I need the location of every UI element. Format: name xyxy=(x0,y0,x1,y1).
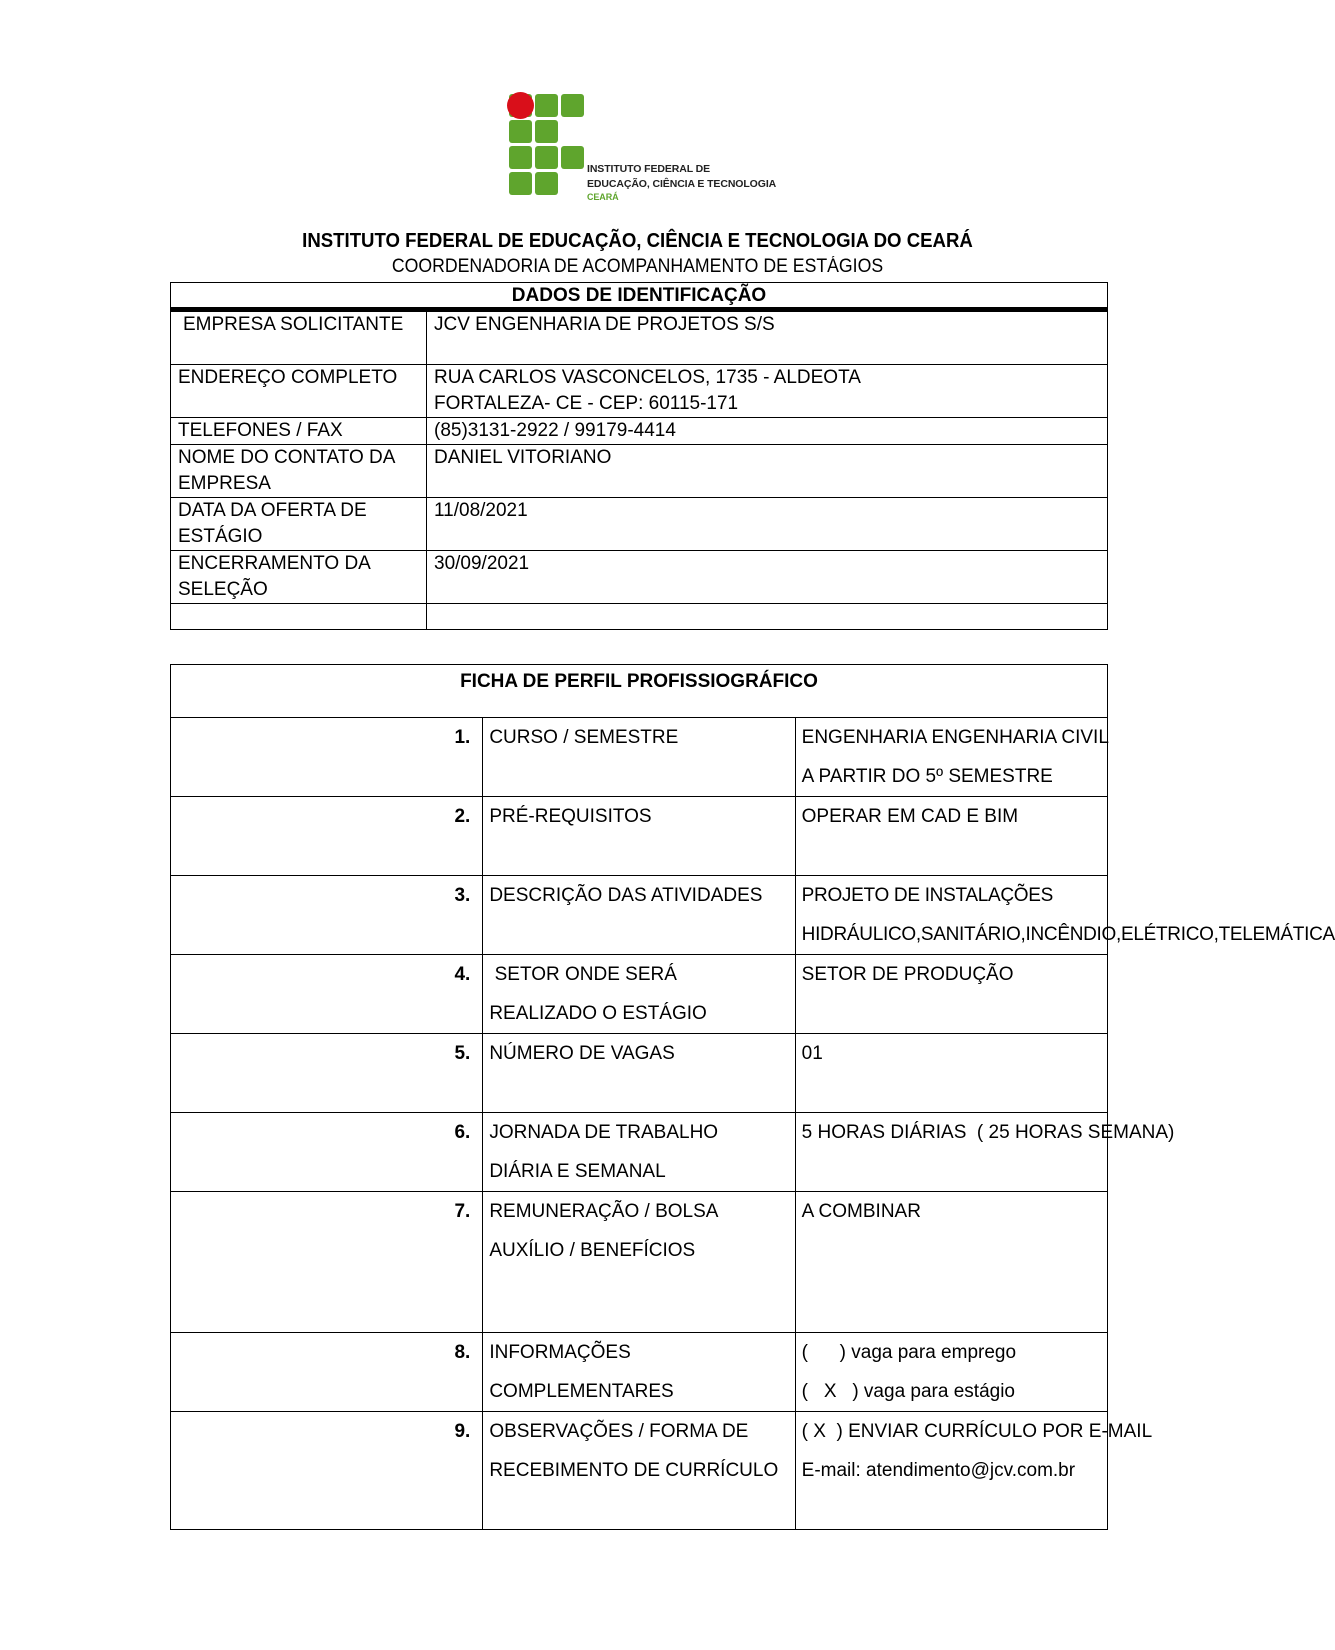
profile-value xyxy=(795,1113,1175,1192)
value-line: 01 xyxy=(801,1043,823,1064)
profile-label xyxy=(483,1034,795,1113)
profile-label xyxy=(483,718,795,797)
identification-label xyxy=(171,551,427,604)
identification-label xyxy=(171,445,427,498)
logo-text-line1: INSTITUTO FEDERAL DE xyxy=(587,163,711,175)
row-number: 9. xyxy=(171,1412,483,1530)
value-line: ( X ) vaga para estágio xyxy=(801,1381,1015,1402)
profile-row xyxy=(171,955,1108,1034)
logo-square xyxy=(509,146,532,169)
logo-square xyxy=(561,94,584,117)
identification-label xyxy=(171,498,427,551)
logo-square xyxy=(535,120,558,143)
identification-row xyxy=(171,312,1108,365)
profile-row xyxy=(171,1192,1108,1333)
value-line: HIDRÁULICO,SANITÁRIO,INCÊNDIO,ELÉTRICO,TELEMÁTICA xyxy=(801,924,1335,945)
label-line: ENDEREÇO COMPLETO xyxy=(178,367,398,388)
row-number: 1. xyxy=(171,718,483,797)
profile-label xyxy=(483,876,795,955)
profile-value xyxy=(795,1034,1107,1113)
label-line: DIÁRIA E SEMANAL xyxy=(489,1161,666,1182)
label-line: ESTÁGIO xyxy=(178,526,263,547)
label-line: JORNADA DE TRABALHO xyxy=(489,1122,719,1143)
profile-row xyxy=(171,1333,1108,1412)
value-line: SETOR DE PRODUÇÃO xyxy=(801,964,1014,985)
identification-row xyxy=(171,445,1108,498)
institute-title: INSTITUTO FEDERAL DE EDUCAÇÃO, CIÊNCIA E TECNOLOGIA DO CEARÁ xyxy=(302,230,973,252)
label-line: REMUNERAÇÃO / BOLSA xyxy=(489,1201,719,1222)
profile-row xyxy=(171,797,1108,876)
identification-table xyxy=(170,282,1108,630)
profile-label xyxy=(483,955,795,1034)
profile-value xyxy=(795,718,1107,797)
label-line: AUXÍLIO / BENEFÍCIOS xyxy=(489,1240,696,1261)
identification-row xyxy=(171,498,1108,551)
row-number: 3. xyxy=(171,876,483,955)
value-line: JCV ENGENHARIA DE PROJETOS S/S xyxy=(434,314,775,335)
identification-row xyxy=(171,365,1108,418)
value-line: FORTALEZA- CE - CEP: 60115-171 xyxy=(434,393,739,414)
label-line: SETOR ONDE SERÁ xyxy=(489,964,677,985)
profile-row xyxy=(171,1412,1108,1530)
profile-value xyxy=(795,1192,1107,1333)
logo-square xyxy=(561,146,584,169)
identification-label xyxy=(171,365,427,418)
value-line: A PARTIR DO 5º SEMESTRE xyxy=(801,766,1053,787)
value-line: PROJETO DE INSTALAÇÕES xyxy=(801,885,1054,906)
profile-table xyxy=(170,664,1335,1530)
label-line: INFORMAÇÕES xyxy=(489,1342,631,1363)
profile-row xyxy=(171,1034,1108,1113)
coordination-subtitle: COORDENADORIA DE ACOMPANHAMENTO DE ESTÁGIOS xyxy=(391,256,884,277)
logo-red-circle xyxy=(507,92,534,119)
value-line: A COMBINAR xyxy=(801,1201,921,1222)
logo-square xyxy=(509,120,532,143)
label-line: CURSO / SEMESTRE xyxy=(489,727,679,748)
value-line: E-mail: atendimento@jcv.com.br xyxy=(801,1460,1076,1481)
identification-value xyxy=(427,551,1108,604)
profile-label xyxy=(483,1333,795,1412)
profile-title: FICHA DE PERFIL PROFISSIOGRÁFICO xyxy=(171,665,1108,718)
label-line: REALIZADO O ESTÁGIO xyxy=(489,1003,707,1024)
value-line: OPERAR EM CAD E BIM xyxy=(801,806,1019,827)
identification-title: DADOS DE IDENTIFICAÇÃO xyxy=(170,282,1108,311)
label-line: SELEÇÃO xyxy=(178,579,268,600)
identification-row xyxy=(171,551,1108,604)
identification-label xyxy=(171,312,427,365)
profile-label xyxy=(483,797,795,876)
profile-row xyxy=(171,876,1108,955)
label-line: EMPRESA SOLICITANTE xyxy=(183,314,404,335)
profile-label xyxy=(483,1113,795,1192)
value-line: 11/08/2021 xyxy=(434,500,528,521)
identification-empty-row xyxy=(171,604,1108,630)
logo-text-line2: EDUCAÇÃO, CIÊNCIA E TECNOLOGIA xyxy=(587,178,777,190)
logo-square xyxy=(535,146,558,169)
identification-value xyxy=(427,445,1108,498)
profile-label xyxy=(483,1192,795,1333)
label-line: TELEFONES / FAX xyxy=(178,420,343,441)
row-number: 2. xyxy=(171,797,483,876)
value-line: ENGENHARIA ENGENHARIA CIVIL xyxy=(801,727,1109,748)
value-line: DANIEL VITORIANO xyxy=(434,447,612,468)
label-line: NOME DO CONTATO DA xyxy=(178,447,396,468)
institute-logo xyxy=(509,94,779,204)
value-line: 30/09/2021 xyxy=(434,553,530,574)
row-number: 6. xyxy=(171,1113,483,1192)
value-line: 5 HORAS DIÁRIAS ( 25 HORAS SEMANA) xyxy=(801,1122,1175,1143)
label-line: PRÉ-REQUISITOS xyxy=(489,806,652,827)
identification-value xyxy=(427,498,1108,551)
value-line: (85)3131-2922 / 99179-4414 xyxy=(434,420,676,441)
label-line: COMPLEMENTARES xyxy=(489,1381,674,1402)
identification-value xyxy=(427,365,1108,418)
empty-cell xyxy=(171,604,427,630)
profile-value xyxy=(795,1333,1107,1412)
logo-square xyxy=(535,94,558,117)
value-line: ( X ) ENVIAR CURRÍCULO POR E-MAIL xyxy=(801,1421,1153,1442)
value-line: ( ) vaga para emprego xyxy=(801,1342,1017,1363)
value-line: RUA CARLOS VASCONCELOS, 1735 - ALDEOTA xyxy=(434,367,861,388)
profile-value xyxy=(795,1412,1153,1530)
row-number: 4. xyxy=(171,955,483,1034)
label-line: EMPRESA xyxy=(178,473,271,494)
label-line: NÚMERO DE VAGAS xyxy=(489,1043,675,1064)
profile-row xyxy=(171,718,1108,797)
row-number: 8. xyxy=(171,1333,483,1412)
identification-label xyxy=(171,418,427,445)
identification-value xyxy=(427,418,1108,445)
profile-value xyxy=(795,797,1107,876)
label-line: ENCERRAMENTO DA xyxy=(178,553,371,574)
label-line: OBSERVAÇÕES / FORMA DE xyxy=(489,1421,749,1442)
profile-row xyxy=(171,1113,1108,1192)
profile-label xyxy=(483,1412,795,1530)
empty-cell xyxy=(427,604,1108,630)
profile-value xyxy=(795,955,1107,1034)
logo-square xyxy=(509,172,532,195)
profile-value xyxy=(795,876,1335,955)
row-number: 7. xyxy=(171,1192,483,1333)
logo-text-line3: CEARÁ xyxy=(587,192,619,202)
label-line: RECEBIMENTO DE CURRÍCULO xyxy=(489,1460,779,1481)
identification-value xyxy=(427,312,1108,365)
profile-header-row xyxy=(171,665,1108,718)
label-line: DATA DA OFERTA DE xyxy=(178,500,367,521)
label-line: DESCRIÇÃO DAS ATIVIDADES xyxy=(489,885,763,906)
row-number: 5. xyxy=(171,1034,483,1113)
identification-row xyxy=(171,418,1108,445)
logo-square xyxy=(535,172,558,195)
